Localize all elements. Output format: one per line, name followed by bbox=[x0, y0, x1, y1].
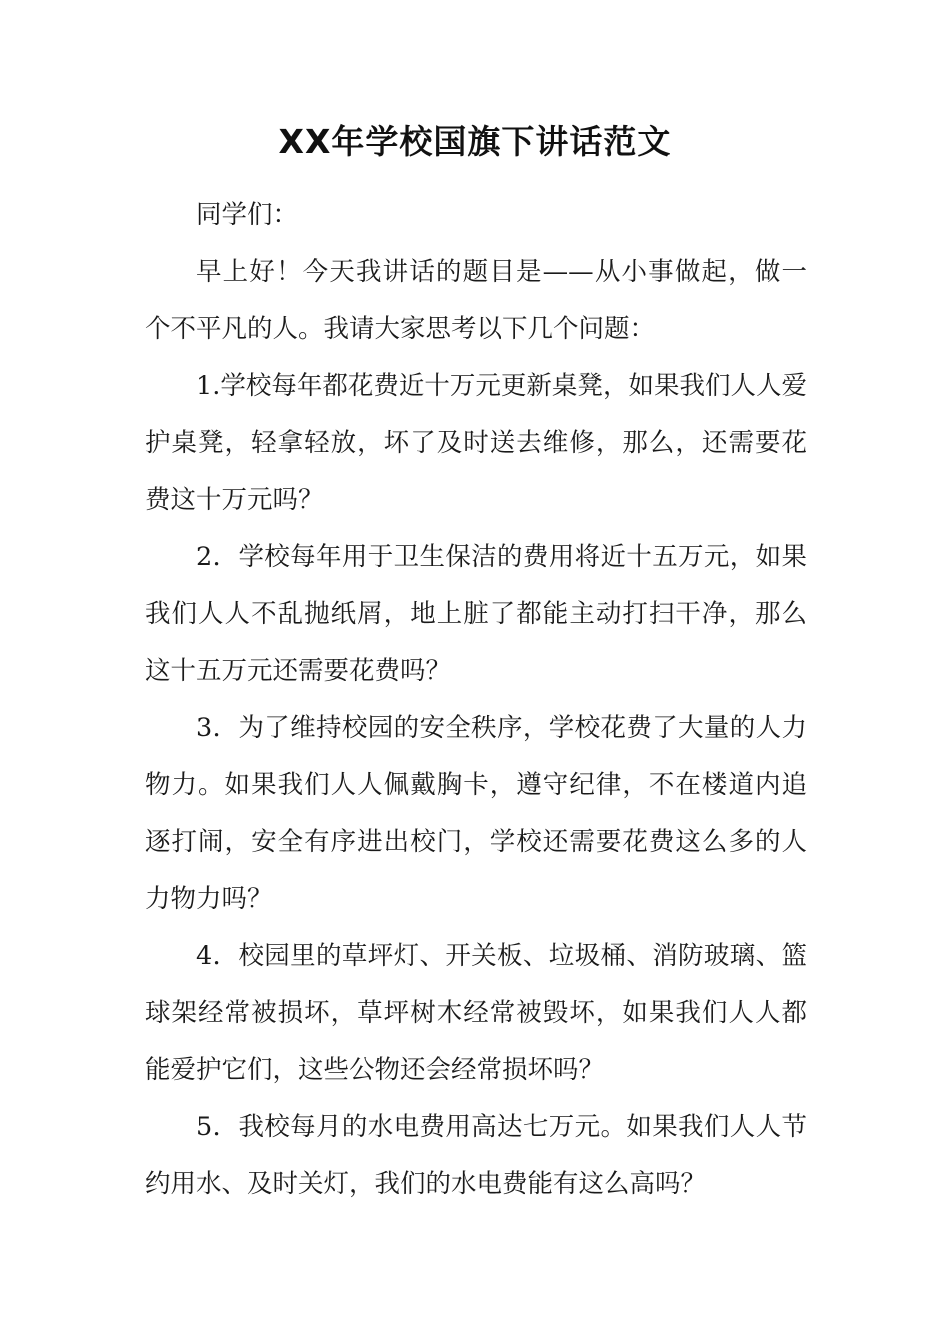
document-title: XX年学校国旗下讲话范文 bbox=[278, 122, 672, 161]
paragraph-greeting: 同学们： bbox=[196, 200, 299, 230]
paragraph-question-5: 5．我校每月的水电费用高达七万元。如果我们人人节约用水、及时关灯，我们的水电费能有这么高吗？ bbox=[145, 1112, 807, 1199]
paragraph-question-2: 2．学校每年用于卫生保洁的费用将近十五万元，如果我们人人不乱抛纸屑，地上脏了都能主动打扫干净，那么这十五万元还需要花费吗？ bbox=[145, 542, 807, 686]
document-body bbox=[145, 187, 807, 1213]
paragraph-question-3: 3．为了维持校园的安全秩序，学校花费了大量的人力物力。如果我们人人佩戴胸卡，遵守纪律，不在楼道内追逐打闹，安全有序进出校门，学校还需要花费这么多的人力物力吗？ bbox=[145, 713, 807, 914]
paragraph-question-4: 4．校园里的草坪灯、开关板、垃圾桶、消防玻璃、篮球架经常被损坏，草坪树木经常被毁坏，如果我们人人都能爱护它们，这些公物还会经常损坏吗？ bbox=[145, 941, 807, 1085]
paragraph-intro: 早上好！今天我讲话的题目是——从小事做起，做一个不平凡的人。我请大家思考以下几个问题： bbox=[145, 257, 807, 344]
paragraph-question-1: 1.学校每年都花费近十万元更新桌凳，如果我们人人爱护桌凳，轻拿轻放，坏了及时送去维修，那么，还需要花费这十万元吗？ bbox=[145, 371, 807, 515]
